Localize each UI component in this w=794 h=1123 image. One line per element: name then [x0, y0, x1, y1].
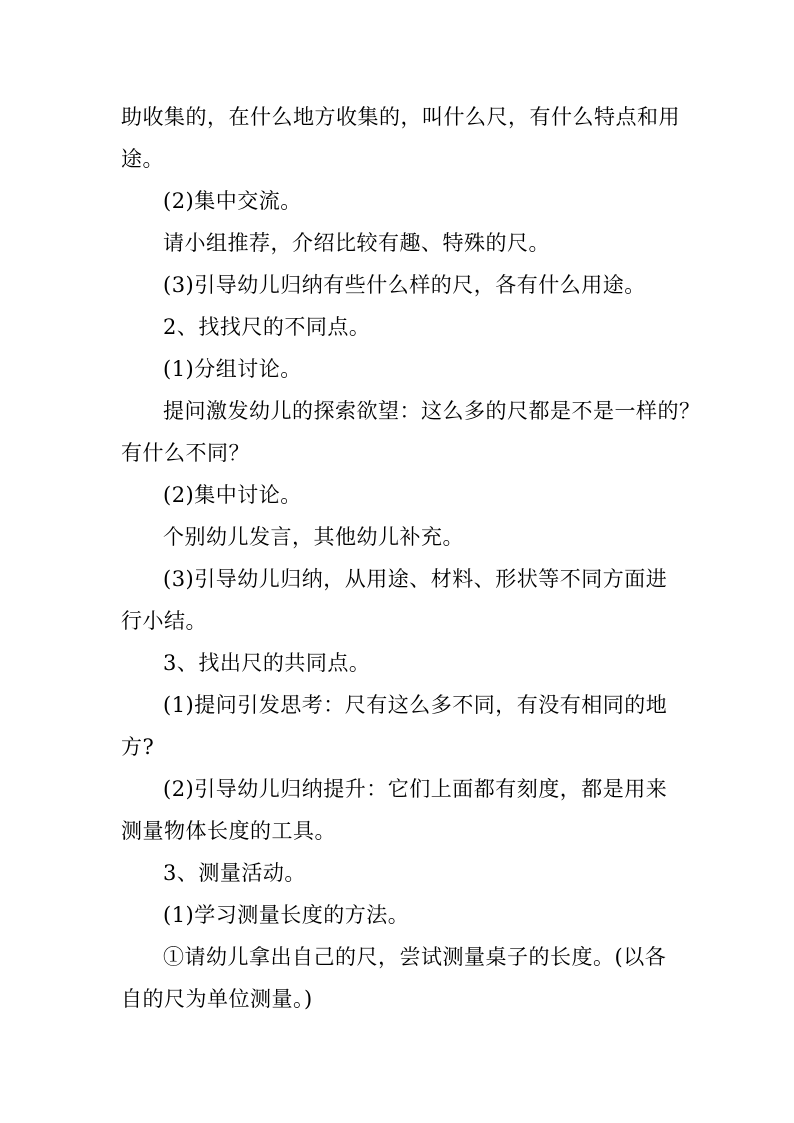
text-line: (2)引导幼儿归纳提升：它们上面都有刻度，都是用来: [163, 777, 668, 801]
text-line: (1)分组讨论。: [163, 357, 302, 381]
text-line: 方?: [121, 735, 155, 759]
text-line: ①请幼儿拿出自己的尺，尝试测量桌子的长度。(以各: [163, 945, 667, 969]
text-line: 测量物体长度的工具。: [121, 819, 336, 843]
text-line: 途。: [121, 147, 164, 171]
text-line: (1)提问引发思考：尺有这么多不同，有没有相同的地: [163, 693, 668, 717]
text-line: (3)引导幼儿归纳，从用途、材料、形状等不同方面进: [163, 567, 668, 591]
section-heading: 3、测量活动。: [163, 861, 306, 885]
text-line: (2)集中讨论。: [163, 483, 302, 507]
text-line: (3)引导幼儿归纳有些什么样的尺，各有什么用途。: [163, 273, 646, 297]
section-heading: 2、找找尺的不同点。: [163, 315, 371, 339]
text-line: 请小组推荐，介绍比较有趣、特殊的尺。: [163, 231, 550, 255]
text-line: 助收集的，在什么地方收集的，叫什么尺，有什么特点和用: [121, 105, 680, 129]
text-line: 提问激发幼儿的探索欲望：这么多的尺都是不是一样的？: [163, 399, 701, 423]
text-line: 自的尺为单位测量。): [121, 987, 313, 1011]
text-line: (2)集中交流。: [163, 189, 302, 213]
text-line: 个别幼儿发言，其他幼儿补充。: [163, 525, 464, 549]
section-heading: 3、找出尺的共同点。: [163, 651, 371, 675]
text-line: 有什么不同？: [121, 441, 250, 465]
text-line: (1)学习测量长度的方法。: [163, 903, 410, 927]
text-line: 行小结。: [121, 609, 207, 633]
